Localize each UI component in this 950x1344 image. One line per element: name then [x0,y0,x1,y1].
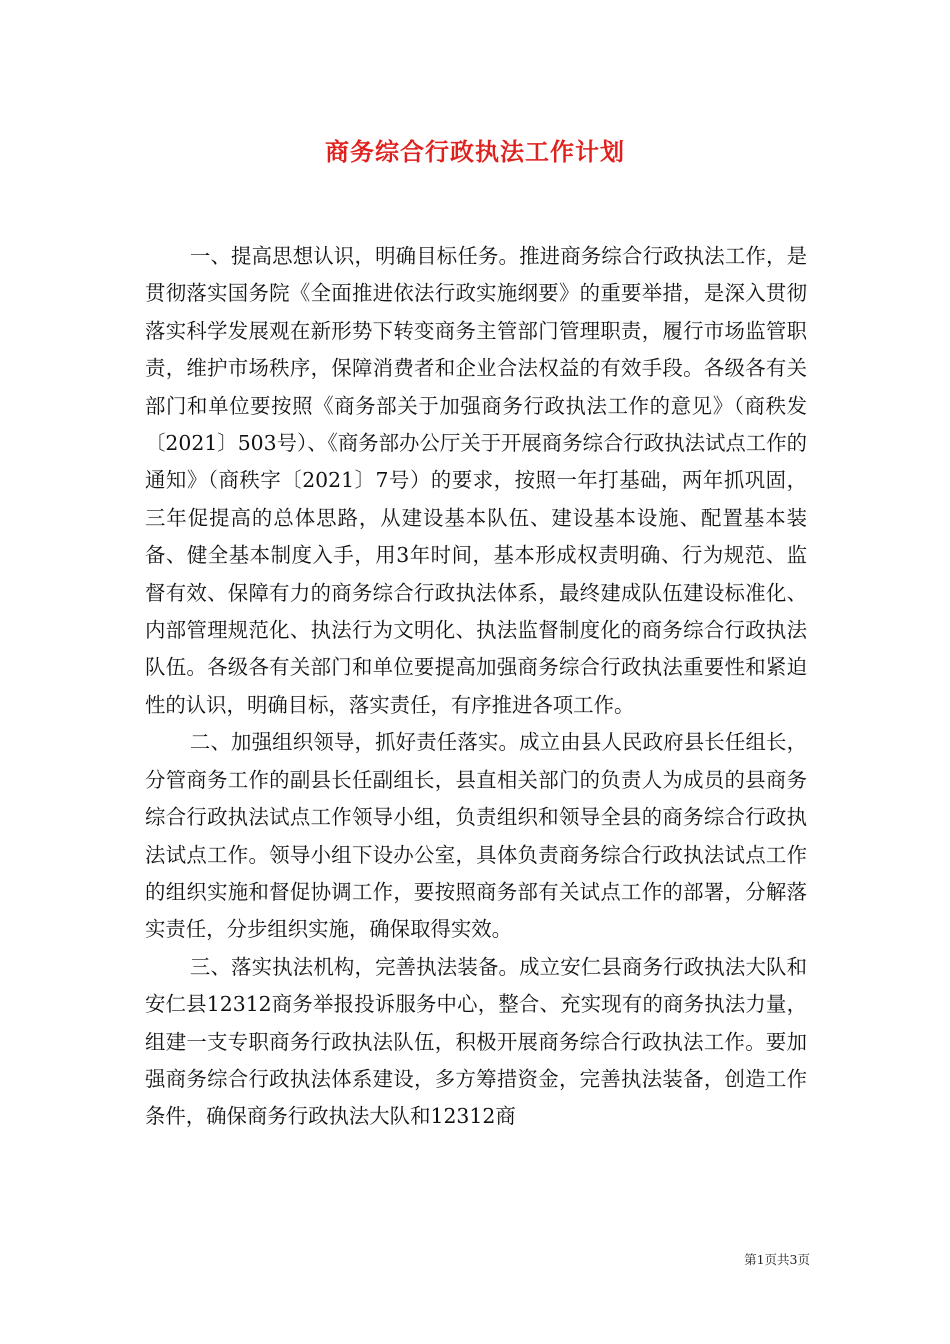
paragraph-1: 一、提高思想认识，明确目标任务。推进商务综合行政执法工作，是贯彻落实国务院《全面推进依法行政实施纲要》的重要举措，是深入贯彻落实科学发展观在新形势下转变商务主管部门管理职责，履行市场监管职责，维护市场秩序，保障消费者和企业合法权益的有效手段。各级各有关部门和单位要按照《商务部关于加强商务行政执法工作的意见》（商秩发〔2021〕503号）、《商务部办公厅关于开展商务综合行政执法试点工作的通知》（商秩字〔2021〕7号）的要求，按照一年打基础，两年抓巩固，三年促提高的总体思路，从建设基本队伍、建设基本设施、配置基本装备、健全基本制度入手，用3年时间，基本形成权责明确、行为规范、监督有效、保障有力的商务综合行政执法体系，最终建成队伍建设标准化、内部管理规范化、执法行为文明化、执法监督制度化的商务综合行政执法队伍。各级各有关部门和单位要提高加强商务综合行政执法重要性和紧迫性的认识，明确目标，落实责任，有序推进各项工作。 [145,244,807,717]
document-title: 商务综合行政执法工作计划 [325,137,625,166]
paragraph-2: 二、加强组织领导，抓好责任落实。成立由县人民政府县长任组长，分管商务工作的副县长任副组长，县直相关部门的负责人为成员的县商务综合行政执法试点工作领导小组，负责组织和领导全县的商务综合行政执法试点工作。领导小组下设办公室，具体负责商务综合行政执法试点工作的组织实施和督促协调工作，要按照商务部有关试点工作的部署，分解落实责任，分步组织实施，确保取得实效。 [145,730,807,942]
document-body [145,238,807,1136]
page-number: 第1页共3页 [744,1252,810,1267]
paragraph-3: 三、落实执法机构，完善执法装备。成立安仁县商务行政执法大队和安仁县12312商务举报投诉服务中心，整合、充实现有的商务执法力量，组建一支专职商务行政执法队伍，积极开展商务综合行政执法工作。要加强商务综合行政执法体系建设，多方筹措资金，完善执法装备，创造工作条件，确保商务行政执法大队和12312商 [145,954,807,1129]
